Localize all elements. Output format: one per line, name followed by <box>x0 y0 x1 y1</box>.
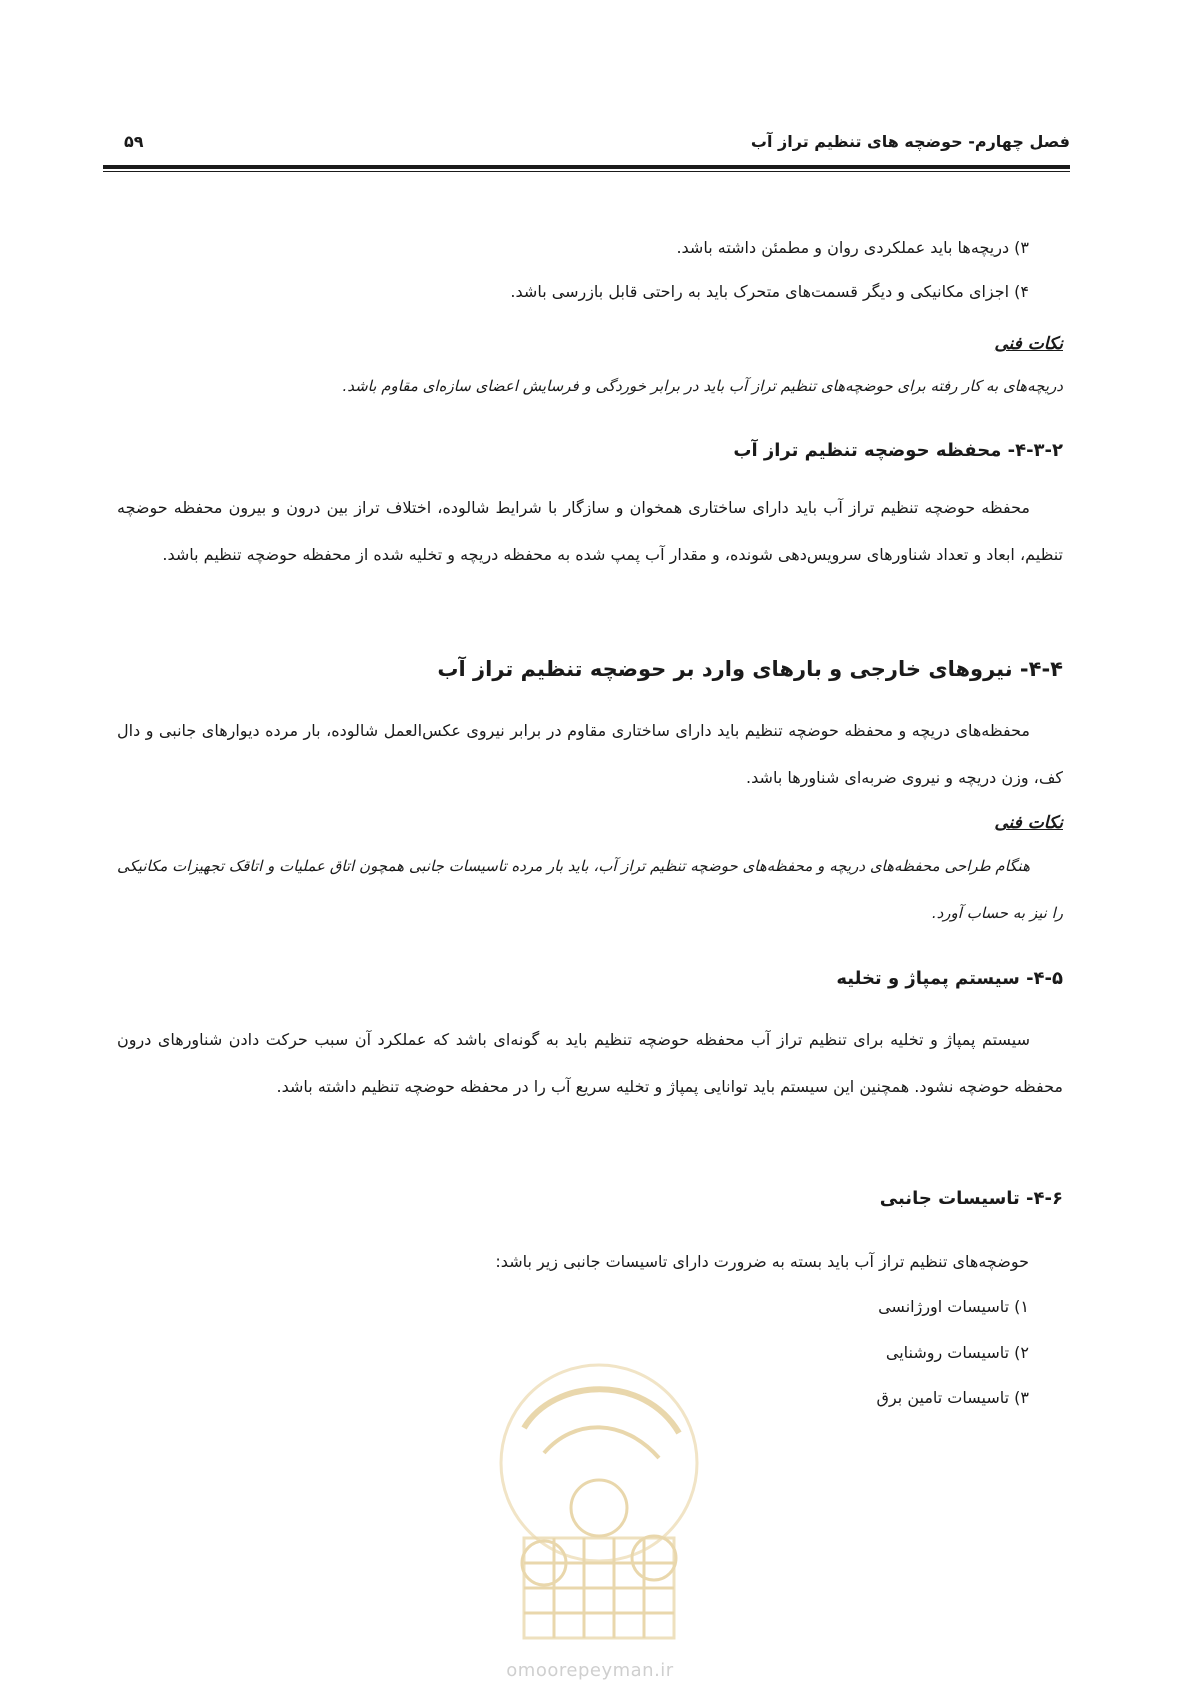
section-intro-4-6: حوضچه‌های تنظیم تراز آب باید بسته به ضرورت دارای تاسیسات جانبی زیر باشد: <box>495 1252 1029 1271</box>
section-body-4-3-2: محفظه حوضچه تنظیم تراز آب باید دارای ساختاری همخوان و سازگار با شرایط شالوده، اختلاف تراز بین درون و بیرون محفظه حوضچه تنظیم، ابعاد و تعداد شناورهای سرویس‌دهی شونده، و مقدار آب پمپ شده به محفظه دریچه و تخلیه شده از محفظه حوضچه تنظیم باشد. <box>117 498 1063 564</box>
section-body-4-4: محفظه‌های دریچه و محفظه حوضچه تنظیم باید دارای ساختاری مقاوم در برابر نیروی عکس‌العمل شالوده، بار مرده دیوارهای جانبی و دال کف، وزن دریچه و نیروی ضربه‌ای شناورها باشد. <box>117 721 1063 787</box>
list-item: ۳) تاسیسات تامین برق <box>876 1388 1029 1407</box>
list-item: ۴) اجزای مکانیکی و دیگر قسمت‌های متحرک باید به راحتی قابل بازرسی باشد. <box>510 282 1029 301</box>
page-number: ۵۹ <box>124 132 144 151</box>
header-divider <box>103 165 1070 169</box>
page-header <box>103 128 1070 168</box>
list-item: ۳) دریچه‌ها باید عملکردی روان و مطمئن داشته باشد. <box>676 238 1029 257</box>
technical-note-text: هنگام طراحی محفظه‌های دریچه و محفظه‌های حوضچه تنظیم تراز آب، باید بار مرده تاسیسات جانبی همچون اتاق عملیات و اتاقک تجهیزات مکانیکی را نیز به حساب آورد. <box>117 857 1063 922</box>
header-divider-thin <box>103 171 1070 172</box>
list-item: ۱) تاسیسات اورژانسی <box>878 1297 1029 1316</box>
section-heading-4-4: ۴-۴- نیروهای خارجی و بارهای وارد بر حوضچه تنظیم تراز آب <box>437 657 1063 681</box>
section-body-4-5: سیستم پمپاژ و تخلیه برای تنظیم تراز آب محفظه حوضچه تنظیم باید به گونه‌ای باشد که عملکرد آن سبب حرکت دادن شناورهای درون محفظه حوضچه نشود. همچنین این سیستم باید توانایی پمپاژ و تخلیه سریع آب را در محفظه حوضچه تنظیم داشته باشد. <box>117 1030 1063 1096</box>
section-heading-4-3-2: ۴-۳-۲- محفظه حوضچه تنظیم تراز آب <box>733 440 1063 461</box>
technical-notes-heading: نکات فنی <box>994 334 1063 354</box>
watermark-url: omoorepeyman.ir <box>506 1660 674 1681</box>
technical-note-text: دریچه‌های به کار رفته برای حوضچه‌های تنظیم تراز آب باید در برابر خوردگی و فرسایش اعضای سازه‌ای مقاوم باشد. <box>342 377 1063 395</box>
chapter-title: فصل چهارم- حوضچه های تنظیم تراز آب <box>750 132 1070 151</box>
section-heading-4-5: ۴-۵- سیستم پمپاژ و تخلیه <box>836 968 1063 989</box>
section-heading-4-6: ۴-۶- تاسیسات جانبی <box>879 1188 1063 1209</box>
watermark-logo <box>484 1358 714 1643</box>
list-item: ۲) تاسیسات روشنایی <box>885 1343 1029 1362</box>
technical-notes-heading: نکات فنی <box>994 813 1063 833</box>
